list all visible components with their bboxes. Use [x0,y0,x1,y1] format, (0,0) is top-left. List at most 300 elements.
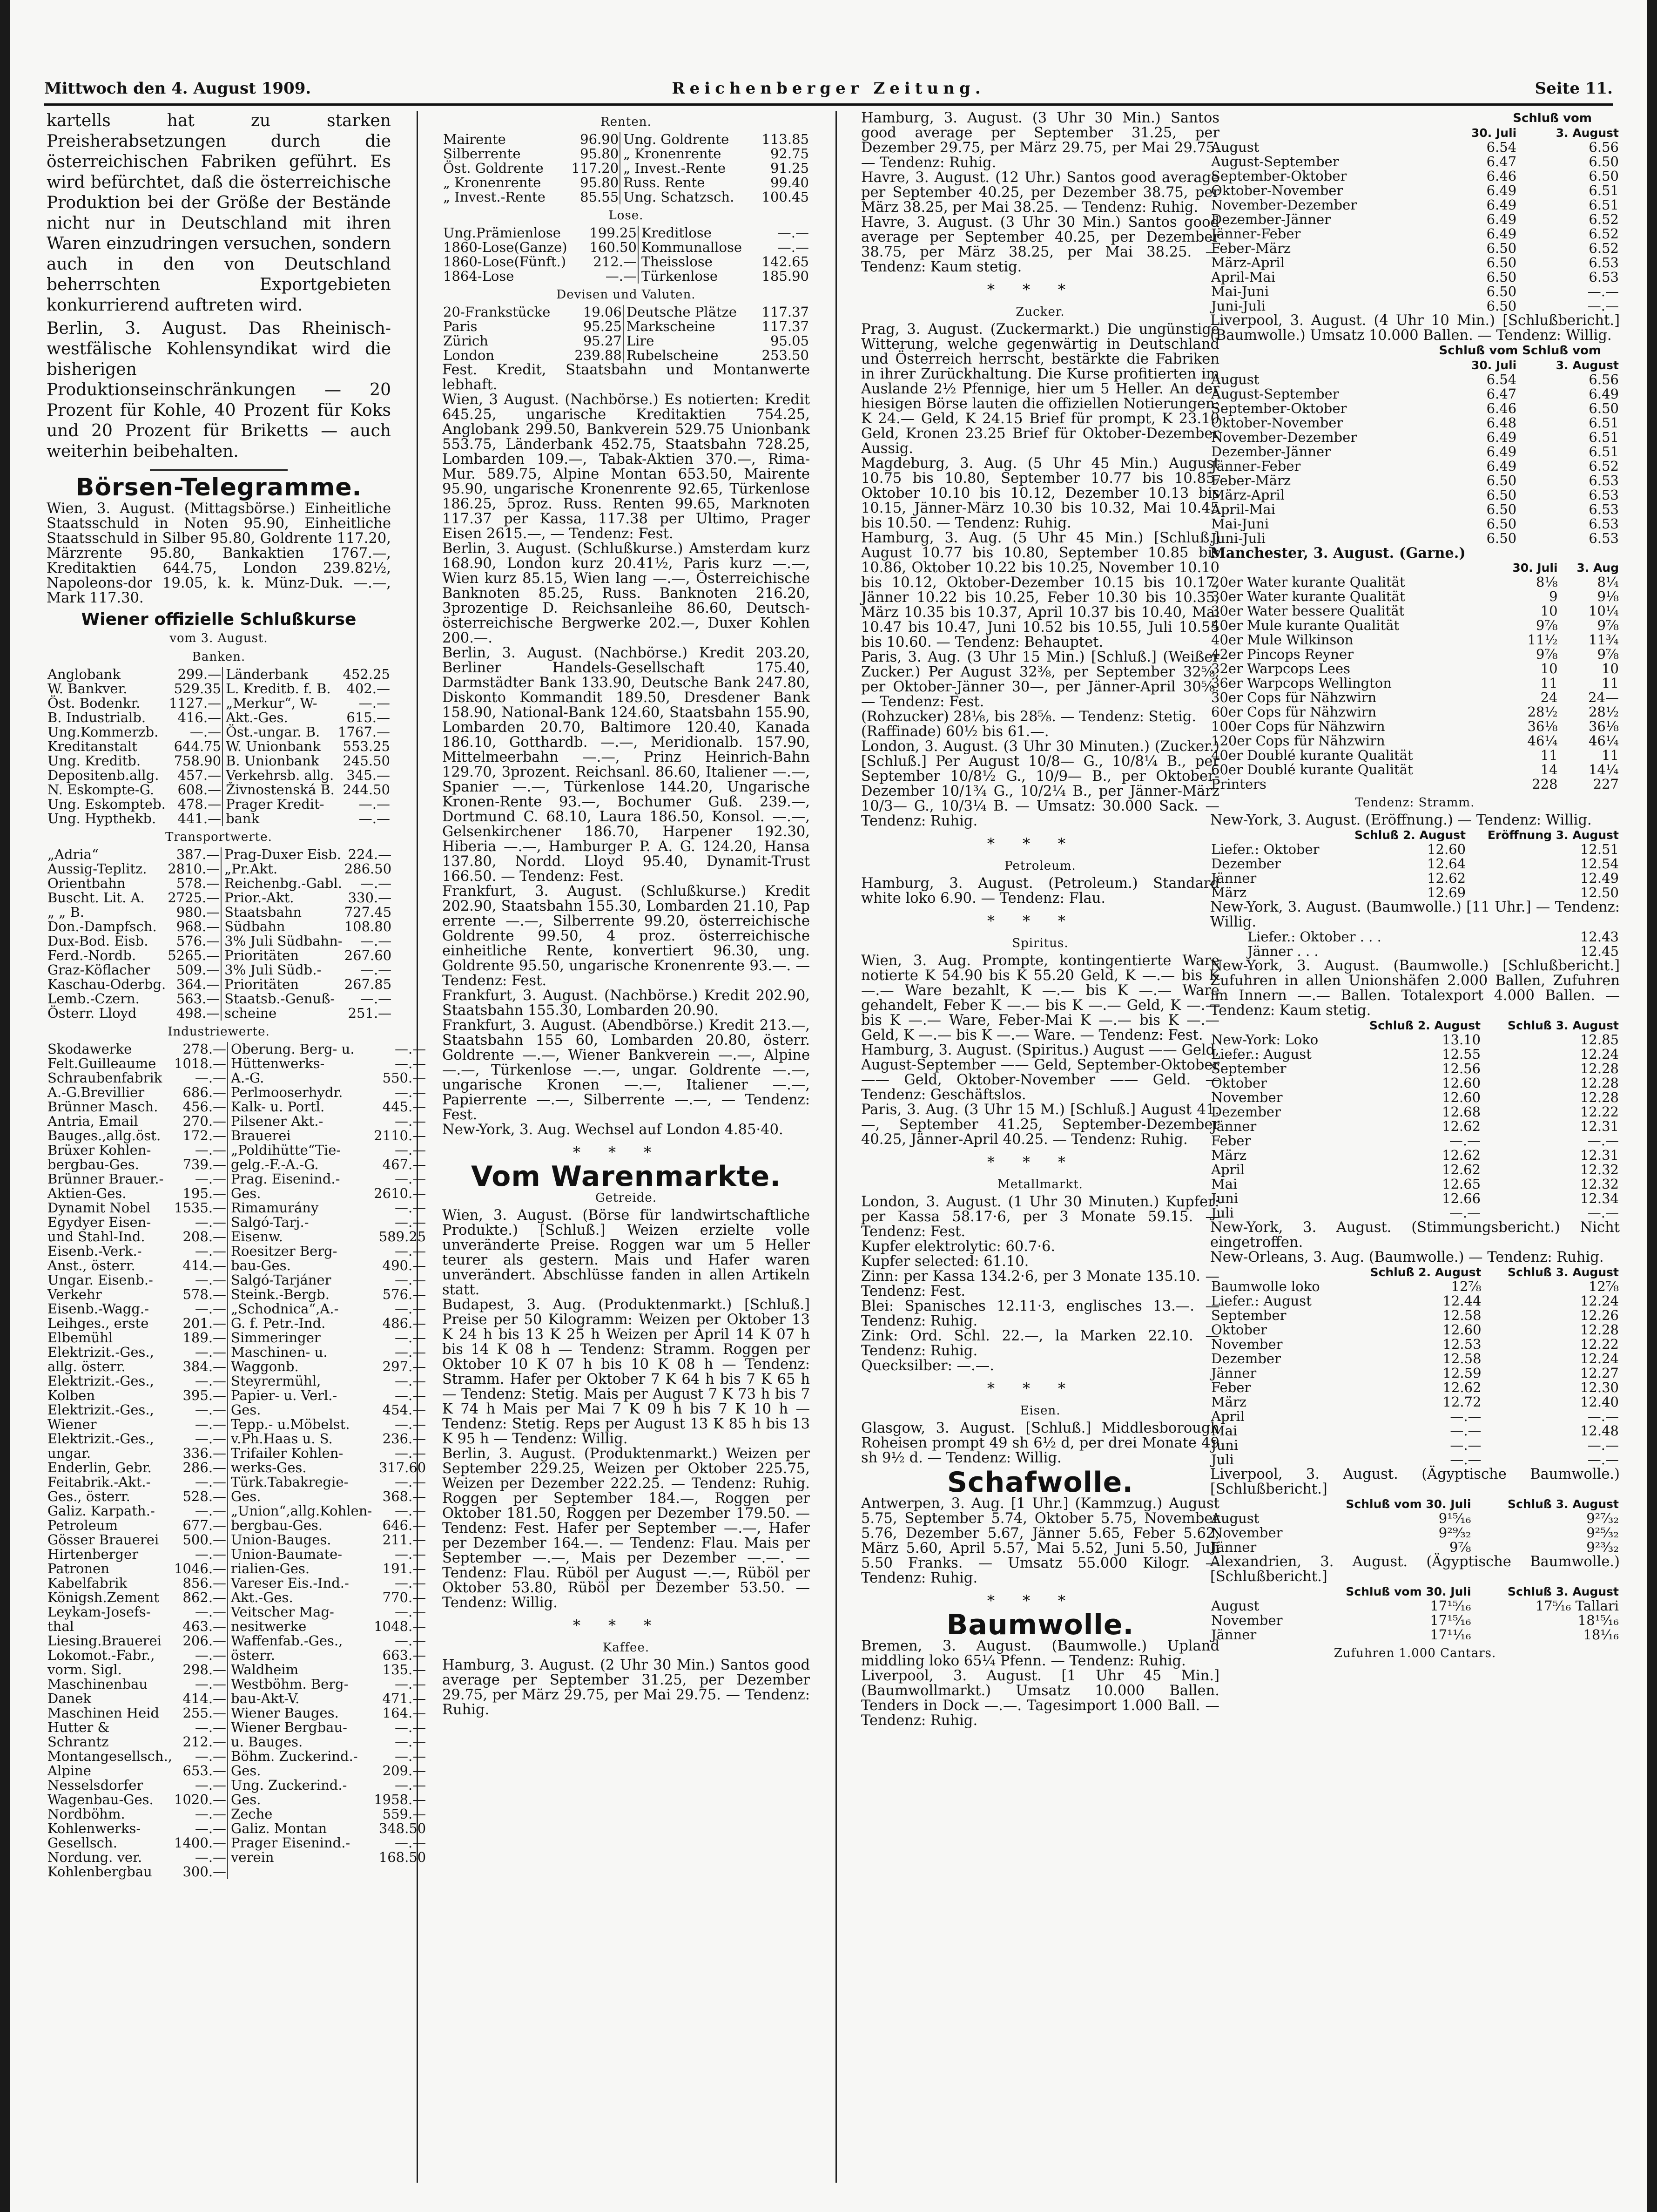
table-cell: —.— [195,1748,227,1764]
table-cell: —.— [195,1272,227,1288]
table-cell: 12.50 [1580,885,1619,900]
table-cell: —.— [195,1416,227,1432]
table-row [1210,1279,1620,1294]
table-cell: 11¾ [1588,632,1619,648]
table-cell: —.— [395,1142,426,1158]
table-cell: Simmeringer [228,1331,373,1345]
table-cell: —.— [195,1474,227,1490]
table-row [1210,618,1620,633]
table-cell: —.— [195,1431,227,1447]
table-row [47,1056,427,1071]
table-row [1210,604,1620,618]
table-cell: —.— [605,268,637,284]
report-wien-getreide: Wien, 3. August. (Börse für landwirtschaftliche Produkte.) [Schluß.] Weizen erzielte volle unveränderte Preise. Roggen war um 5 Heller teurer als gestern. Mais und Hafer waren unverändert. Abschlüsse fanden in allen Artikeln statt. [442,1207,810,1298]
table-cell: September [1211,1307,1287,1323]
table-row [442,319,810,334]
table-row [1210,1047,1620,1062]
stars-divider: *** [987,912,1093,930]
table-cell [1210,358,1443,372]
table-cell: Jänner [1211,1118,1257,1134]
table-cell: 6.47 [1486,154,1517,169]
page-number: Seite 11. [1535,79,1613,98]
table-cell: thal [47,1618,74,1634]
table-cell: —.— [395,1344,426,1360]
table-cell: März [1211,885,1247,900]
table-row [1210,198,1620,212]
table-cell: 12.65 [1442,1176,1481,1192]
report-magdeburg: Magdeburg, 3. Aug. (5 Uhr 45 Min.) August 10.75 bis 10.80, September 10.77 bis 10.85, Oktober 10.10 bis 10.12, Dezember 10.13 bis 10.15, Jänner-März 10.30 bis 10.32, Mai 10.45 bis 10.50. — Tendenz: Ruhig. [861,455,1219,531]
table-row [47,812,391,826]
column-2 [442,111,810,2183]
table-cell: 17¹⁵⁄₁₆ [1430,1598,1471,1614]
table-cell: 12.43 [1580,929,1619,945]
table-cell: 1018.— [174,1055,227,1071]
table-cell: 576.— [382,1286,426,1302]
table-cell: —.— [195,1546,227,1562]
alexandrien-zufuhren: Zufuhren 1.000 Cantars. [1334,1646,1496,1660]
table-row [47,1691,427,1706]
table-cell: Salgó-Tarj.- [228,1215,373,1230]
page-header [44,79,1613,107]
table-row [47,1764,427,1778]
table-row [1210,1453,1620,1467]
report-liverpool-aegypt: Liverpool, 3. August. (Ägyptische Baumwolle.) [Schlußbericht.] [1210,1466,1620,1497]
table-row [1210,358,1620,372]
table-row [47,1735,427,1749]
table-row [1210,857,1620,871]
table-cell: November [1211,1525,1283,1541]
table-cell: 12.58 [1442,1307,1482,1323]
table-row [47,1605,427,1619]
table-cell: 24— [1588,690,1619,705]
table-row [47,1114,427,1129]
table-cell: 299.— [177,666,222,682]
table-cell: 12.68 [1442,1104,1481,1120]
table-cell: Anglobank [47,666,121,682]
table-cell: 452.25 [343,666,390,682]
table-row [1210,459,1620,474]
table-cell: —.— [195,1402,227,1418]
table-row [1210,488,1620,502]
table-cell [1210,561,1493,575]
table-cell: 228 [1532,776,1558,792]
table-cell: rialien-Ges. [228,1562,373,1576]
table-row [1210,517,1620,531]
table-cell: Lemb.-Czern. [47,991,140,1007]
table-cell: 191.— [382,1561,426,1576]
table-cell: 454.— [382,1402,426,1418]
table-cell: 12.22 [1580,1336,1619,1352]
table-cell: 6.49 [1486,429,1517,445]
table-cell: L. Kreditb. f. B. [222,682,337,696]
table-cell: 6.50 [1589,400,1619,416]
wiener-schlusskurse-title: Wiener offizielle Schlußkurse [81,610,357,629]
table-cell: 6.49 [1486,458,1517,474]
table-cell: 9⁷⁄₈ [1449,1539,1471,1555]
table-cell: Prager Eisenind.- [228,1836,373,1850]
table-cell: 6.51 [1589,429,1619,445]
table-cell: —.— [395,1330,426,1346]
table-cell: —.— [1450,1437,1482,1453]
table-row [47,1230,427,1244]
table-cell: —.— [1587,1133,1619,1149]
table-cell: Aussig-Teplitz. [47,861,147,877]
table-cell: Kolben [47,1387,95,1403]
table-row [47,1244,427,1258]
table-row [47,1850,427,1865]
table-cell: 253.50 [761,347,809,363]
table-cell: 209.— [382,1763,426,1779]
table-cell: 456.— [182,1099,227,1115]
table-cell: Kalk- u. Portl. [228,1100,373,1114]
table-cell: 11½ [1527,632,1558,648]
table-cell: 212.— [593,254,637,270]
table-cell: 608.— [177,782,222,798]
table-cell: Hüttenwerks- [228,1056,373,1071]
table-row [1210,169,1620,183]
newyork-2-table [1210,930,1620,959]
report-kupfer-selected: Kupfer selected: 61.10. [861,1253,1029,1270]
table-row [47,934,392,948]
table-cell: 9 [1549,589,1558,604]
report-prag-zucker: Prag, 3. August. (Zuckermarkt.) Die ungünstige Witterung, welche gegenwärtig in Deutschland und Österreich herrscht, bestärkte die Fabriken in ihrer Zurückhaltung. Die Kurse profitierten im Auslande 2½ Pfennige, hier um 5 Heller. An der hiesigen Börse lauten die offiziellen Notierungen: K 24.— Geld, K 24.15 Brief für prompt, K 23.10 Geld, Kronen 23.25 Brief für Oktober-Dezember Aussig. [861,321,1219,457]
table-cell: Feber [1211,1380,1251,1395]
table-row [47,847,392,862]
table-cell: —.— [395,1387,426,1403]
table-cell: Elektrizit.-Ges., [47,1373,154,1389]
table-row [47,725,391,739]
table-row [1210,1323,1620,1337]
table-cell: Russ. Rente [620,176,753,190]
table-cell: 1535.— [174,1200,227,1216]
table-row [47,783,391,797]
table-cell: 6.53 [1589,501,1619,517]
table-cell: 364.— [176,976,220,992]
table-cell: Egydyer Eisen- [47,1214,151,1230]
table-row [1210,430,1620,445]
table-cell: Orientbahn [47,875,126,891]
table-cell: „Pr.Akt. [221,862,343,876]
table-cell: 317.60 [378,1460,426,1475]
table-cell: 6.49 [1589,386,1619,402]
table-cell: —.— [195,1604,227,1620]
table-cell: 6.53 [1589,255,1619,271]
column-4 [1210,111,1620,2183]
table-cell: Juni [1211,1191,1239,1206]
table-cell: „ Kronenrente [443,175,541,190]
table-cell: Tepp.- u.Möbelst. [228,1417,373,1432]
table-cell: 471.— [382,1691,426,1706]
stars-divider: *** [987,281,1093,298]
table-cell: 8¼ [1597,574,1619,590]
table-row [1210,589,1620,604]
table-cell: bergbau-Ges. [228,1518,373,1533]
table-row [1210,1511,1620,1526]
table-cell [1210,1584,1306,1599]
table-cell: —.— [360,875,392,891]
table-cell: —.— [195,1503,227,1519]
table-cell [1210,1018,1343,1033]
table-row [47,710,391,725]
table-cell: Ung. Hypthekb. [47,811,156,826]
table-cell: Schluß 3. August [1508,1019,1619,1032]
table-cell: 245.50 [343,753,390,769]
table-cell: 244.50 [343,782,390,798]
table-cell: 12.51 [1580,841,1619,857]
table-cell: 6.46 [1486,400,1517,416]
table-cell: Dynamit Nobel [47,1200,151,1216]
report-newyork-4: New-York, 3. August. (Stimmungsbericht.) Nicht eingetroffen. [1210,1219,1620,1251]
table-cell: Maschinen Heid [47,1705,160,1721]
table-cell: Dezember [1211,1351,1281,1366]
report-hamburg-spiritus: Hamburg, 3. August. (Spiritus.) August —— Geld, August-September —— Geld, September-Oktober —— Geld, Oktober-November —— Geld. — Tendenz: Geschäftslos. [861,1042,1219,1103]
table-cell: 1767.— [337,724,390,740]
table-cell: Hutter & [47,1719,110,1735]
table-cell: 12.60 [1442,1089,1481,1105]
table-row [1210,1628,1620,1642]
table-cell: 11 [1540,675,1558,691]
table-cell: 12.32 [1580,1176,1619,1192]
table-cell: „Merkur“, W- [222,696,337,710]
table-cell: —.— [195,1820,227,1836]
table-cell: Markscheine [623,319,754,334]
table-cell: Anst., österr. [47,1258,135,1273]
table-cell: Ges. [228,1764,373,1778]
table-cell: August [1211,1510,1260,1526]
table-cell: —.— [1449,1133,1481,1149]
report-paris-spiritus: Paris, 3. Aug. (3 Uhr 15 M.) [Schluß.] August 41.—, September 41.25, September-Dezember 40.25, Jänner-April 40.25. — Tendenz: Ruhig. [861,1102,1219,1148]
table-cell: 12.64 [1427,856,1466,872]
table-cell: Dezember [1211,856,1281,872]
table-cell: —.— [395,1575,426,1591]
table-cell: Schluß 3. August [1508,1497,1619,1511]
table-cell: 95.05 [770,333,809,349]
table-row [47,1006,392,1021]
table-cell: 739.— [182,1157,227,1172]
table-cell: —.— [395,1604,426,1620]
report-berlin-produkte: Berlin, 3. August. (Produktenmarkt.) Weizen per September 229.25, Weizen per Oktober 225.75, Weizen per Dezember 222.25. — Tendenz: Ruhig. Roggen per September 184.—, Roggen per Oktober 181.50, Roggen per Dezember 179.50. — Tendenz: Fest. Hafer per September —.—, Hafer per Dezember 164.—. — Tendenz: Flau. Mais per September —.—, Mais per Dezember —.—. — Tendenz: Flau. Rüböl per August —.—, Rüböl per Oktober 53.80, Rüböl per Dezember 53.50. — Tendenz: Willig. [442,1446,810,1611]
table-cell: 117.37 [761,318,809,334]
table-cell: 286.— [182,1460,227,1475]
table-row [47,1446,427,1461]
table-cell: 255.— [182,1705,227,1721]
table-cell: 6.56 [1589,372,1619,387]
report-havre-2: Havre, 3. August. (3 Uhr 30 Min.) Santos good average per September 40.25, per Dezember 38.75, per März 38.25, per Mai 38.25. — Tendenz: Kaum stetig. [861,214,1219,275]
table-cell: 113.85 [761,131,809,147]
table-cell: v.Ph.Haas u. S. [228,1432,373,1446]
table-cell: Roesitzer Berg- [228,1244,373,1258]
table-cell: März-April [1211,487,1285,503]
table-cell: Jänner [1211,1365,1257,1381]
table-cell: —.— [1587,1452,1619,1468]
table-cell: Jänner [1211,1627,1257,1643]
table-cell: 12.49 [1580,870,1619,886]
table-cell: Länderbank [222,667,337,682]
table-cell: Schluß vom 30. Juli [1346,1497,1471,1511]
table-cell: 387.— [176,846,220,862]
table-cell: 528.— [182,1488,227,1504]
table-row [1210,1018,1620,1033]
table-row [47,876,392,891]
table-cell: —.— [395,1748,426,1764]
eisen-heading: Eisen. [1020,1404,1061,1418]
table-cell: 478.— [177,796,222,812]
table-cell: 212.— [182,1734,227,1750]
table-row [47,1157,427,1172]
table-cell: 36⅛ [1588,718,1619,734]
report-paris-zucker: Paris, 3. Aug. (3 Uhr 15 Min.) [Schluß.] (Weißer Zucker.) Per August 32⅜, per September 32⅝, per Oktober-Jänner 30—, per Jänner-April 30⅝. — Tendenz: Fest. [861,649,1219,710]
table-cell: Jänner [1211,1539,1257,1555]
table-cell: Galiz. Karpath.- [47,1503,155,1519]
table-cell: 135.— [382,1662,426,1678]
table-cell: 12.60 [1427,841,1466,857]
banken-table [47,667,391,826]
table-cell: —.— [1449,1205,1481,1221]
table-cell: Schluß 2. August [1354,828,1466,842]
table-row [47,1316,427,1331]
table-cell: Ges. [228,1489,373,1504]
table-cell: Jänner . . . [1247,943,1319,959]
table-row [47,1186,427,1201]
table-cell: 18¹⁵⁄₁₆ [1577,1612,1619,1628]
table-row [1210,140,1620,155]
table-cell: 553.25 [343,738,390,754]
table-cell: bank [222,812,337,826]
table-row [1210,662,1620,676]
table-cell: 224.— [348,846,392,862]
table-cell: 9⅞ [1536,617,1558,633]
table-cell: Deutsche Plätze [623,305,754,319]
table-row [47,992,392,1006]
table-cell: G. f. Petr.-Ind. [228,1316,373,1331]
table-cell: Kommunallose [638,240,755,255]
table-cell: 12.62 [1442,1380,1482,1395]
table-cell: 1400.— [174,1835,227,1851]
table-row [1210,1163,1620,1177]
table-cell: 227 [1593,776,1619,792]
table-cell: A.-G.Brevillier [47,1084,145,1100]
stars-divider: *** [573,1143,679,1161]
table-cell: 615.— [346,710,390,725]
table-cell: 6.47 [1486,386,1517,402]
table-cell: 6.50 [1486,298,1517,314]
table-cell: Feber-März [1211,473,1291,488]
table-row [1210,871,1620,886]
report-wien-mittag: Wien, 3. August. (Mittagsbörse.) Einheitliche Staatsschuld in Noten 95.90, Einheitliche Staatsschuld in Silber 95.80, Goldrente 117.20, Märzrente 95.80, Bankaktien 1767.—, Kreditaktien 644.75, London 239.82½, Napoleons-dor 19.05, k. k. Münz-Duk. —.—, Mark 117.30. [47,501,391,606]
table-row [442,240,810,255]
table-cell: 980.— [176,904,220,920]
table-cell: Rubelscheine [623,348,754,363]
table-cell: Oktober-November [1211,415,1343,431]
table-cell: Jänner-Feber [1211,226,1301,242]
table-cell: 500.— [182,1532,227,1548]
table-cell: 195.— [182,1185,227,1201]
table-cell: 12⅞ [1451,1278,1482,1294]
table-cell: —.— [195,1171,227,1187]
table-cell: Ges. [228,1793,373,1807]
table-cell: 576.— [176,933,220,949]
table-cell: 11 [1602,747,1619,763]
table-row [47,1793,427,1807]
table-cell: 12.24 [1580,1351,1619,1366]
table-cell: „Schodnica“,A.- [228,1302,373,1316]
report-hamburg-petroleum: Hamburg, 3. August. (Petroleum.) Standard white loko 6.90. — Tendenz: Flau. [861,875,1219,906]
table-cell: 6.50 [1486,269,1517,285]
table-cell: Feitabrik.-Akt.- [47,1474,151,1490]
table-cell: 11 [1540,747,1558,763]
alexandrien-table [1210,1584,1620,1642]
table-cell: London [443,347,495,363]
table-row [47,1576,427,1590]
table-row [47,1215,427,1230]
table-cell: 6.51 [1589,183,1619,198]
industrie-table [47,1042,427,1879]
table-cell: Prag. Eisenind.- [228,1172,373,1186]
table-cell: 172.— [182,1128,227,1143]
table-cell: 6.49 [1486,211,1517,227]
report-newyork-2: New-York, 3. August. (Baumwolle.) [11 Uhr.] — Tendenz: Willig. [1210,899,1620,930]
table-row [1210,1337,1620,1352]
table-row [1210,1409,1620,1424]
table-row [1210,842,1620,857]
table-cell: 3. August [1556,359,1619,372]
table-row [47,754,391,768]
table-cell: Öst. Goldrente [443,160,544,176]
table-cell: Elektrizit.-Ges., [47,1344,154,1360]
table-row [1210,886,1620,900]
report-bremen: Bremen, 3. August. (Baumwolle.) Upland middling loko 65¼ Pfenn. — Tendenz: Ruhig. [861,1638,1219,1669]
table-cell: 267.85 [344,976,392,992]
table-cell: werks-Ges. [228,1461,373,1475]
table-row [47,1417,427,1432]
table-cell: 12.62 [1442,1118,1481,1134]
report-blei: Blei: Spanisches 12.11·3, englisches 13.—. — Tendenz: Ruhig. [861,1298,1219,1329]
table-cell: 12.72 [1442,1394,1482,1410]
table-cell: Papier- u. Verl.- [228,1388,373,1403]
table-row [442,348,810,363]
table-cell: —.— [395,1719,426,1735]
table-cell: 1860-Lose(Fünft.) [443,254,566,270]
table-row [442,334,810,348]
table-cell: Akt.-Ges. [228,1590,373,1605]
table-cell: Danek [47,1691,91,1706]
report-quecksilber: Quecksilber: —.—. [861,1358,994,1374]
table-row [47,1634,427,1648]
table-cell: Gesellsch. [47,1835,117,1851]
table-cell: 12.27 [1580,1365,1619,1381]
table-cell: Kohlenbergbau [47,1864,152,1880]
table-cell: 6.50 [1486,501,1517,517]
table-cell: 164.— [382,1705,426,1721]
table-row [1210,531,1620,546]
table-row [47,1547,427,1562]
table-cell: —.— [395,1445,426,1461]
table-cell: November-Dezember [1211,429,1357,445]
report-hamburg-zucker: Hamburg, 3. Aug. (5 Uhr 45 Min.) [Schluß.] August 10.77 bis 10.80, September 10.85 bis 10.86, Oktober 10.22 bis 10.25, November 10.10 bis 10.12, Oktober-Dezember 10.15 bis 10.17, Jänner 10.22 bis 10.25, Feber 10.30 bis 10.35, März 10.35 bis 10.37, April 10.37 bis 10.40, Mai 10.47 bis 10.47, Juni 10.52 bis 10.55, Juli 10.55 bis 10.60. — Tendenz: Behauptet. [861,530,1219,650]
table-cell: —.— [395,1474,426,1490]
table-row [1210,1076,1620,1090]
table-cell [1210,1265,1345,1279]
table-cell: u. Bauges. [228,1735,373,1749]
table-cell: 95.25 [583,318,622,334]
table-cell: 6.53 [1589,530,1619,546]
table-cell: Prioritäten [221,948,343,963]
table-cell: 278.— [182,1041,227,1057]
table-row [1210,1497,1620,1511]
table-cell: Steyrermühl, [228,1374,373,1388]
table-cell: 60er Cops für Nähzwirn [1211,704,1377,720]
table-cell: 2810.— [168,861,220,877]
